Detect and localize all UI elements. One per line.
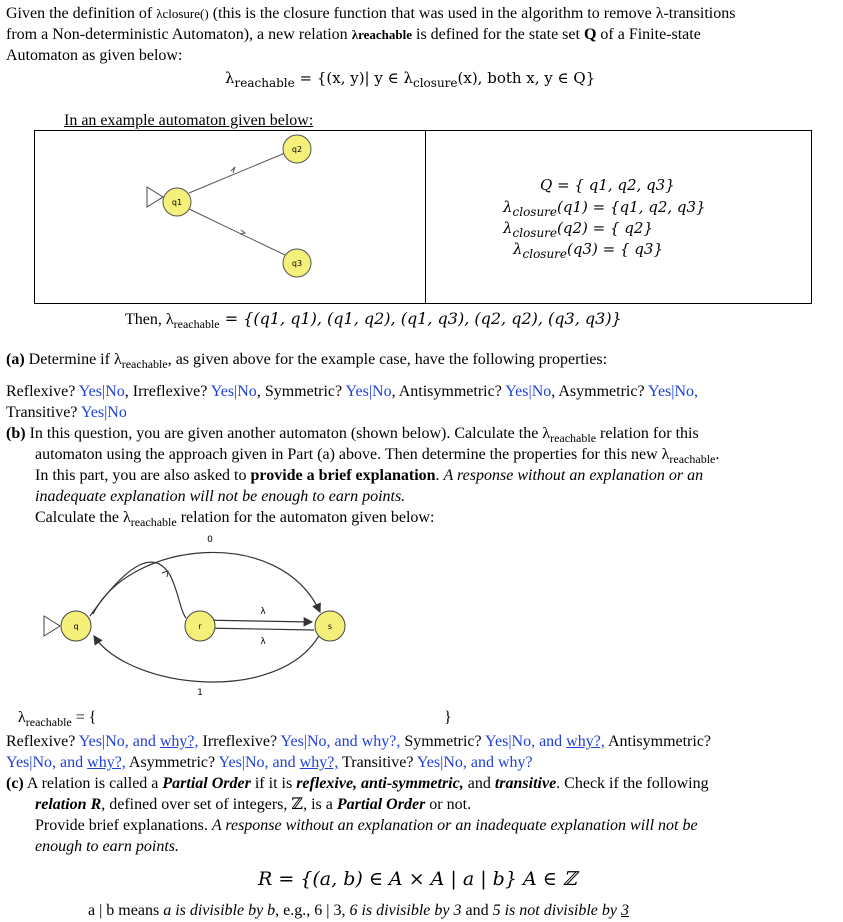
part-b-properties-2: Yes|No, and why?, Asymmetric? Yes|No, and why?, Transitive? Yes|No, and why? [6,754,533,771]
edge-q1-q3 [189,209,285,255]
part-b-answer-close: } [444,709,452,726]
choice-b-symmetric[interactable]: Yes|No, and [485,733,567,750]
example-heading: In an example automaton given below: [64,112,314,129]
table-divider [425,131,426,303]
part-c-line-1: (c) A relation is called a Partial Order if it is reflexive, anti-symmetric, and transitive. Check if the following [6,775,709,792]
part-a-question: (a) Determine if $\lambda_{reachable}$, as given above for the example case, have the following properties: [6,351,608,371]
part-c-line-3: Provide brief explanations. A response without an explanation or an inadequate explanation will not be [35,817,698,834]
part-c-line-2: relation R, defined over set of integers, ℤ, is a Partial Order or not. [35,796,472,813]
part-a-properties: Reflexive? Yes|No, Irreflexive? Yes|No, Symmetric? Yes|No, Antisymmetric? Yes|No, Asymmetric? Yes|No, [6,383,699,400]
intro-line-2: from a Non-deterministic Automaton), a new relation λreachable is defined for the state set Q of a Finite-state [6,26,701,43]
part-b-line-5: Calculate the $\lambda_{reachable}$ relation for the automaton given below: [35,509,435,529]
edge-arrow-icon [231,167,235,173]
edge-label-0: 0 [207,535,213,545]
why-b-antisymmetric[interactable]: why?, [87,754,126,771]
choice-reflexive[interactable]: Yes|No [78,383,125,400]
edge-s-r [202,628,314,630]
state-r-label: r [198,622,202,631]
edge-label-lambda-2: λ [260,637,266,647]
part-b-properties-1: Reflexive? Yes|No, and why?, Irreflexive? Yes|No, and why?, Symmetric? Yes|No, and why?, Antisymmetric? [6,733,712,750]
choice-b-transitive[interactable]: Yes|No, and why? [416,754,533,771]
state-q3-label: q3 [291,259,303,268]
edge-label-lambda-1: λ [260,607,266,617]
part-b-automaton-diagram [30,530,430,705]
example-result: Then, $\lambda_{reachable} = \{(q1$, q1), (q1, q2), (q1, q3), (q2, q2), (q3, q3)} [125,309,622,331]
why-b-symmetric[interactable]: why?, [566,733,605,750]
part-b-line-4: inadequate explanation will not be enough to earn points. [35,488,406,505]
part-b-answer: $\lambda_{reachable}$ = { [18,709,97,729]
part-a-transitive: Transitive? Yes|No [6,404,127,421]
part-c-footnote: a | b means a is divisible by b, e.g., 6 | 3, 6 is divisible by 3 and 5 is not divisible by 3 [88,902,630,919]
choice-antisymmetric[interactable]: Yes|No [505,383,552,400]
edge-s-q-bottom [94,634,320,682]
choice-b-irreflexive[interactable]: Yes|No, and why?, [280,733,401,750]
choice-b-asymmetric[interactable]: Yes|No, and [218,754,300,771]
why-b-reflexive[interactable]: why?, [159,733,199,750]
part-b-line-2: automaton using the approach given in Part (a) above. Then determine the properties for this new $\lambda_{reachable}$. [35,446,720,466]
edge-q-s-top [93,552,320,614]
edge-arrow-icon [162,571,168,577]
state-q-label: q [73,622,79,631]
choice-asymmetric[interactable]: Yes|No, [647,383,699,400]
example-closure-q2: $\lambda_{closure}(q2)$ = { q2} [503,219,653,240]
part-b-line-1: (b) In this question, you are given another automaton (shown below). Calculate the $\lambda_{reachable}$ relation for this [6,425,699,445]
part-c-line-4: enough to earn points. [35,838,179,855]
choice-b-antisymmetric[interactable]: Yes|No, and [6,754,88,771]
state-q2-label: q2 [291,145,303,154]
edge-arrow-icon [240,230,245,234]
edge-q1-q2 [189,153,285,193]
edge-r-s [198,620,312,622]
state-s-label: s [327,622,333,631]
edge-label-1: 1 [197,688,203,698]
definition-formula: $\lambda_{reachable} = \{(x$, y)| y ∈ $\lambda_{closure}(x)$, both x, y ∈ Q} [225,69,596,90]
start-arrow-icon [44,616,60,636]
why-b-asymmetric[interactable]: why?, [299,754,339,771]
part-c-formula: R = {(a, b) ∈ A × A | a | b} A ∈ ℤ [258,868,577,890]
example-Q-set: Q = { q1, q2, q3} [540,176,675,194]
choice-b-reflexive[interactable]: Yes|No, and [78,733,160,750]
example-closure-q1: $\lambda_{closure}(q1) = \{q1$, q2, q3} [503,198,706,219]
start-arrow-icon [147,187,163,207]
intro-line-3: Automaton as given below: [6,47,183,64]
example-automaton-diagram [35,131,425,305]
choice-irreflexive[interactable]: Yes|No [210,383,257,400]
choice-transitive[interactable]: Yes|No [80,404,127,421]
example-table [34,130,812,304]
state-q1-label: q1 [171,198,183,207]
example-closure-q3: $\lambda_{closure}(q3)$ = { q3} [513,240,663,261]
intro-line-1: Given the definition of λclosure() (this is the closure function that was used in the algorithm to remove λ-transitions [6,5,736,22]
part-b-line-3: In this part, you are also asked to provide a brief explanation. A response without an explanation or an [35,467,704,484]
choice-symmetric[interactable]: Yes|No [345,383,392,400]
